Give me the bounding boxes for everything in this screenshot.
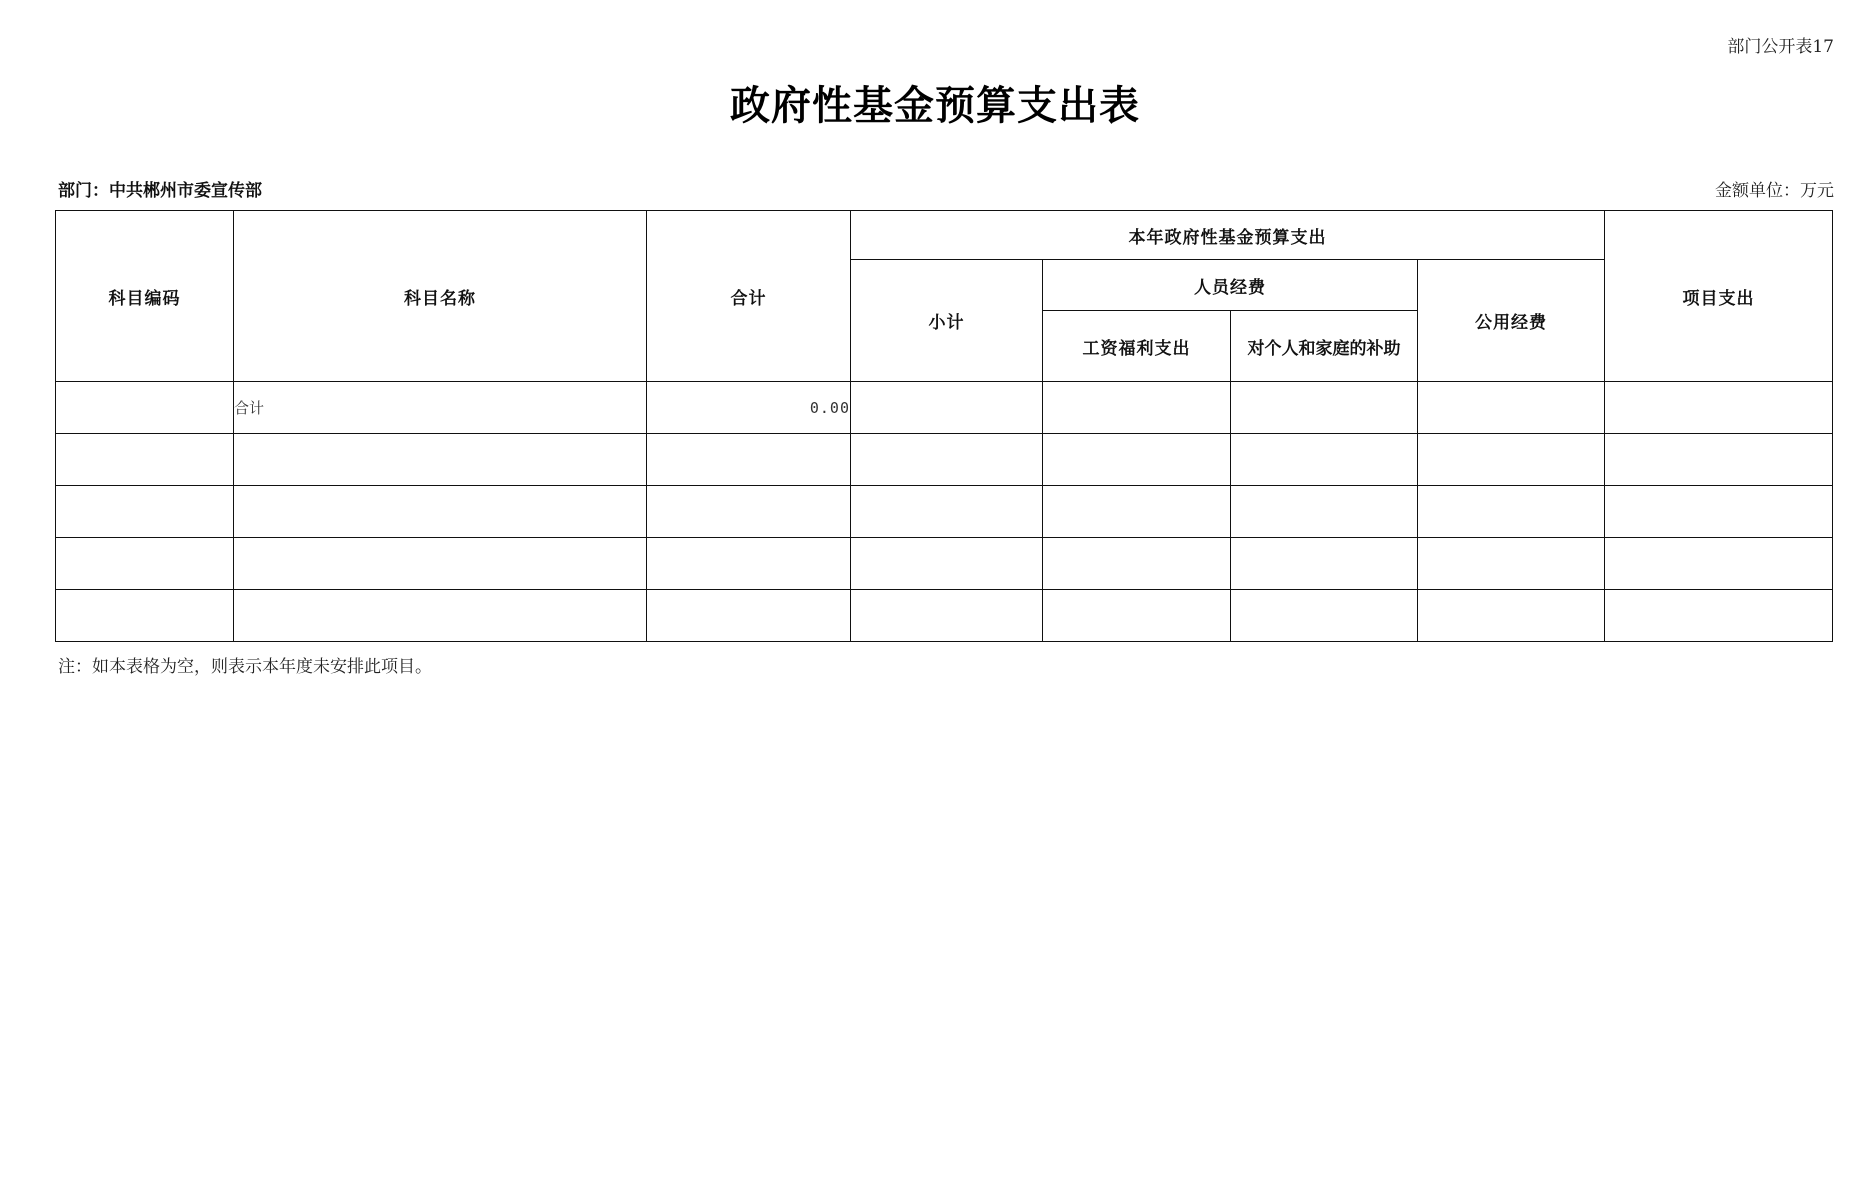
cell-subtotal <box>851 590 1043 642</box>
cell-project <box>1605 538 1833 590</box>
cell-public <box>1418 486 1605 538</box>
cell-subtotal <box>851 538 1043 590</box>
form-number: 部门公开表17 <box>1727 37 1834 57</box>
cell-code <box>56 538 234 590</box>
cell-project <box>1605 434 1833 486</box>
cell-total <box>647 538 851 590</box>
cell-name <box>234 434 647 486</box>
table-row <box>56 486 1833 538</box>
cell-total <box>647 434 851 486</box>
cell-name: 合计 <box>234 382 647 434</box>
cell-total: 0.00 <box>647 382 851 434</box>
amount-unit-label: 金额单位：万元 <box>1715 181 1834 201</box>
cell-project <box>1605 590 1833 642</box>
cell-name <box>234 486 647 538</box>
table-row <box>56 538 1833 590</box>
cell-public <box>1418 434 1605 486</box>
header-wages-welfare: 工资福利支出 <box>1043 311 1231 382</box>
cell-name <box>234 538 647 590</box>
cell-wages <box>1043 434 1231 486</box>
cell-total <box>647 590 851 642</box>
table-row <box>56 590 1833 642</box>
header-individual-subsidy: 对个人和家庭的补助 <box>1231 311 1418 382</box>
budget-table <box>55 210 1833 642</box>
department-label: 部门：中共郴州市委宣传部 <box>58 181 262 201</box>
header-name: 科目名称 <box>234 211 647 382</box>
cell-code <box>56 434 234 486</box>
cell-total <box>647 486 851 538</box>
cell-subtotal <box>851 486 1043 538</box>
table-row <box>56 382 1833 434</box>
cell-subsidy <box>1231 382 1418 434</box>
header-project-expense: 项目支出 <box>1605 211 1833 382</box>
cell-wages <box>1043 538 1231 590</box>
header-personnel-group: 人员经费 <box>1043 260 1418 311</box>
cell-project <box>1605 486 1833 538</box>
cell-code <box>56 382 234 434</box>
cell-subtotal <box>851 382 1043 434</box>
cell-public <box>1418 382 1605 434</box>
cell-name <box>234 590 647 642</box>
header-code: 科目编码 <box>56 211 234 382</box>
cell-subtotal <box>851 434 1043 486</box>
header-public-expense: 公用经费 <box>1418 260 1605 382</box>
header-total: 合计 <box>647 211 851 382</box>
page-title: 政府性基金预算支出表 <box>730 82 1140 129</box>
cell-subsidy <box>1231 486 1418 538</box>
cell-public <box>1418 538 1605 590</box>
cell-wages <box>1043 590 1231 642</box>
cell-wages <box>1043 382 1231 434</box>
header-current-year-group: 本年政府性基金预算支出 <box>851 211 1605 260</box>
cell-code <box>56 486 234 538</box>
header-subtotal: 小计 <box>851 260 1043 382</box>
footnote: 注：如本表格为空，则表示本年度未安排此项目。 <box>58 657 432 677</box>
cell-project <box>1605 382 1833 434</box>
table-row <box>56 434 1833 486</box>
cell-subsidy <box>1231 590 1418 642</box>
cell-wages <box>1043 486 1231 538</box>
cell-public <box>1418 590 1605 642</box>
cell-subsidy <box>1231 538 1418 590</box>
cell-code <box>56 590 234 642</box>
cell-subsidy <box>1231 434 1418 486</box>
